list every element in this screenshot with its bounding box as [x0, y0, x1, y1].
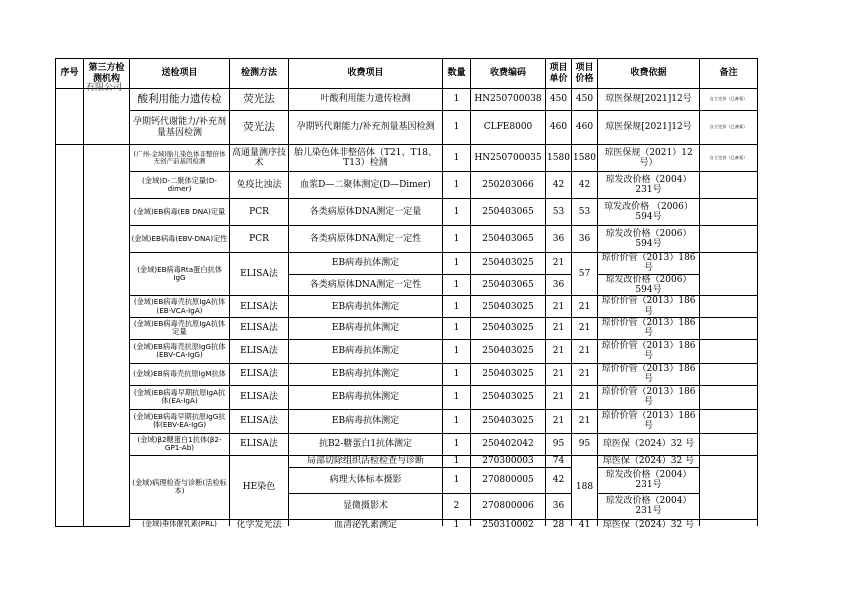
fee-item-cell: EB病毒抗体测定 [289, 296, 443, 318]
price-cell: 450 [572, 89, 598, 111]
unit-cell: 36 [546, 493, 572, 519]
price-cell: 36 [572, 226, 598, 253]
header-note: 备注 [700, 59, 758, 89]
unit-cell: 42 [546, 467, 572, 493]
method-cell: 免疫比浊法 [230, 172, 289, 199]
fee-table [55, 58, 758, 530]
qty-cell [443, 519, 471, 530]
item-cell: (金域)EB病毒壳抗原IgG抗体(EBV-CA-IgG) [130, 339, 230, 363]
basis-cell: 琼医保规（2021）12号） [598, 145, 700, 172]
seq-cell [56, 145, 84, 527]
method-cell: ELISA法 [230, 318, 289, 340]
qty-cell: 1 [443, 145, 471, 172]
item-cell: (金域)EB病毒壳抗原IgM抗体 [130, 363, 230, 385]
note-cell [700, 253, 758, 296]
basis-text: 琼医保（2024）32 号 [602, 520, 695, 530]
note-cell [700, 318, 758, 340]
basis-cell: 琼发改价格 （2006）594号 [598, 199, 700, 226]
code-cell: 270800006 [471, 493, 546, 519]
unit-cell: 36 [546, 226, 572, 253]
price-cell: 21 [572, 409, 598, 433]
fee-item-cell: 胎儿染色体非整倍体（T21、T18、T13）检测 [289, 145, 443, 172]
item-cell: (金域)EB病毒早期抗原IgG抗体(EBV-EA-IgG) [130, 409, 230, 433]
unit-cell: 53 [546, 199, 572, 226]
fee-item-cell: EB病毒抗体测定 [289, 385, 443, 409]
fee-item-cell: EB病毒抗体测定 [289, 318, 443, 340]
price-cell: 21 [572, 385, 598, 409]
basis-cell: 琼发改价格（2004）231号 [598, 467, 700, 493]
method-cell: ELISA法 [230, 339, 289, 363]
qty-cell: 1 [443, 172, 471, 199]
item-cell: (金域)D-二聚体定量(D-dimer) [130, 172, 230, 199]
method-cell: ELISA法 [230, 433, 289, 455]
price-cell: 42 [572, 172, 598, 199]
fee-item-cell: 抗B2-糖蛋白1抗体测定 [289, 433, 443, 455]
basis-cell: 琼医保（2024）32 号 [598, 433, 700, 455]
note-cell [700, 363, 758, 385]
basis-cell: 琼价价管（2013）186号 [598, 253, 700, 275]
unit-cell: 21 [546, 253, 572, 275]
code-cell: 250403025 [471, 253, 546, 275]
price-cell: 21 [572, 296, 598, 318]
basis-cell: 琼发改价格（2004）231号 [598, 172, 700, 199]
qty-cell: 1 [443, 253, 471, 275]
fee-item-cell: 叶酸利用能力遗传检测 [289, 89, 443, 111]
method-cell: 高通量测序技术 [230, 145, 289, 172]
note-cell: 自主定价（已备案） [700, 111, 758, 145]
method-cell: PCR [230, 199, 289, 226]
header-fee-item: 收费项目 [289, 59, 443, 89]
code-cell: CLFE8000 [471, 111, 546, 145]
note-cell [700, 519, 758, 526]
item-cell: 孕期钙代谢能力/补充剂量基因检测 [130, 111, 230, 145]
header-seq: 序号 [56, 59, 84, 89]
unit-cell: 450 [546, 89, 572, 111]
price-cell: 188 [572, 455, 598, 519]
price-text: 41 [578, 520, 591, 530]
basis-cell: 琼价价管（2013）186号 [598, 385, 700, 409]
fee-item-cell: 血浆D—二聚体测定(D—Dimer) [289, 172, 443, 199]
method-cell: ELISA法 [230, 253, 289, 296]
method-cell: PCR [230, 226, 289, 253]
qty-text: 1 [453, 520, 460, 530]
method-cell: HE染色 [230, 455, 289, 519]
note-cell [700, 172, 758, 199]
qty-cell: 1 [443, 339, 471, 363]
item-cell: (金域)β2糖蛋白1抗体(β2-GP1-Ab) [130, 433, 230, 455]
table-row [56, 363, 758, 385]
code-cell: 250403025 [471, 363, 546, 385]
fee-item-cell: 显微摄影术 [289, 493, 443, 519]
method-cell [230, 519, 289, 530]
price-cell: 21 [572, 339, 598, 363]
qty-cell: 1 [443, 111, 471, 145]
note-cell [700, 296, 758, 318]
note-cell [700, 455, 758, 519]
table-row [56, 253, 758, 275]
code-cell: 250403025 [471, 339, 546, 363]
note-cell [700, 433, 758, 455]
item-cell: (金域)EB病毒壳抗原IgA抗体(EB-VCA-IgA) [130, 296, 230, 318]
item-cell: (广州-金域)胎儿染色体非整倍体无创产前基因检测 [130, 145, 230, 172]
header-price: 项目价格 [572, 59, 598, 89]
fee-item-cell: EB病毒抗体测定 [289, 409, 443, 433]
fee-item-cell: EB病毒抗体测定 [289, 253, 443, 275]
table-row [56, 409, 758, 433]
table-row [56, 89, 758, 111]
table-row [56, 318, 758, 340]
item-cell: (金域)EB病毒壳抗原IgA抗体定量 [130, 318, 230, 340]
method-cell: 荧光法 [230, 89, 289, 111]
qty-cell: 1 [443, 467, 471, 493]
qty-cell: 1 [443, 409, 471, 433]
code-cell: 270800005 [471, 467, 546, 493]
method-cell: 荧光法 [230, 111, 289, 145]
seq-cell [56, 89, 84, 145]
basis-cell: 琼价价管（2013）186号 [598, 318, 700, 340]
fee-item-text: 血清泌乳素测定 [333, 520, 397, 530]
fee-item-cell: 病理大体标本摄影 [289, 467, 443, 493]
code-cell: HN250700035 [471, 145, 546, 172]
note-cell [700, 226, 758, 253]
basis-cell: 琼价价管（2013）186号 [598, 296, 700, 318]
method-text: 化学发光法 [236, 520, 282, 530]
unit-cell: 74 [546, 455, 572, 467]
unit-text: 28 [552, 520, 565, 530]
unit-cell: 21 [546, 296, 572, 318]
code-cell: 250203066 [471, 172, 546, 199]
qty-cell: 1 [443, 455, 471, 467]
qty-cell: 1 [443, 274, 471, 296]
basis-cell: 琼发改价格（2006）594号 [598, 226, 700, 253]
table-row [56, 455, 758, 467]
qty-cell: 1 [443, 363, 471, 385]
header-row [56, 59, 758, 89]
item-text: (金域)垂体催乳素(PRL) [142, 519, 217, 528]
table-row [56, 339, 758, 363]
qty-cell: 1 [443, 296, 471, 318]
table-row [56, 226, 758, 253]
code-cell: HN250700038 [471, 89, 546, 111]
header-item: 送检项目 [130, 59, 230, 89]
item-cell: (金域)EB病毒(EB DNA)定量 [130, 199, 230, 226]
code-cell: 250403025 [471, 318, 546, 340]
basis-cell: 琼医保（2024）32 号 [598, 455, 700, 467]
unit-cell: 21 [546, 318, 572, 340]
table-row [56, 296, 758, 318]
item-cell: 酸利用能力遗传检 [130, 89, 230, 111]
basis-cell: 琼价价管（2013）186号 [598, 363, 700, 385]
fee-item-cell: 各类病原体DNA测定一定性 [289, 226, 443, 253]
header-method: 检测方法 [230, 59, 289, 89]
item-cell: (金域)EB病毒Rta蛋白抗体IgG [130, 253, 230, 296]
table-row [56, 145, 758, 172]
qty-cell: 1 [443, 318, 471, 340]
note-cell: 自主定价（已备案） [700, 145, 758, 172]
note-cell: 自主定价（已备案） [700, 89, 758, 111]
price-cell: 460 [572, 111, 598, 145]
price-cell: 1580 [572, 145, 598, 172]
unit-cell: 21 [546, 339, 572, 363]
unit-cell: 95 [546, 433, 572, 455]
code-cell: 250402042 [471, 433, 546, 455]
note-cell [700, 199, 758, 226]
item-cell: (金域)病理检查与诊断(活检标本) [130, 455, 230, 519]
price-cell: 53 [572, 199, 598, 226]
qty-cell: 1 [443, 433, 471, 455]
unit-cell: 460 [546, 111, 572, 145]
method-cell: ELISA法 [230, 409, 289, 433]
header-qty: 数量 [443, 59, 471, 89]
note-cell [700, 409, 758, 433]
price-cell: 21 [572, 318, 598, 340]
fee-item-cell [289, 519, 443, 530]
basis-cell: 琼价价管（2013）186号 [598, 339, 700, 363]
qty-cell: 2 [443, 493, 471, 519]
price-cell [572, 519, 598, 530]
code-cell: 250403025 [471, 296, 546, 318]
code-cell: 250403025 [471, 385, 546, 409]
code-cell: 250403065 [471, 199, 546, 226]
code-cell [471, 519, 546, 530]
item-cell: (金域)EB病毒早期抗原IgA抗体(EA-IgA) [130, 385, 230, 409]
qty-cell: 1 [443, 199, 471, 226]
fee-item-cell: 局部切除组织活检检查与诊断 [289, 455, 443, 467]
unit-cell: 21 [546, 409, 572, 433]
header-basis: 收费依据 [598, 59, 700, 89]
qty-cell: 1 [443, 89, 471, 111]
header-unit-price: 项目单价 [546, 59, 572, 89]
header-code: 收费编码 [471, 59, 546, 89]
basis-cell: 琼发改价格（2006）594号 [598, 274, 700, 296]
qty-cell: 1 [443, 385, 471, 409]
basis-cell [598, 519, 700, 530]
fee-item-cell: EB病毒抗体测定 [289, 339, 443, 363]
lab-cut-text: 有限公司 [86, 83, 123, 93]
table-row [56, 172, 758, 199]
basis-cell: 琼医保规[2021]12号 [598, 89, 700, 111]
basis-cell: 琼医保规[2021]12号 [598, 111, 700, 145]
unit-cell [546, 519, 572, 530]
fee-item-cell: 各类病原体DNA测定一定性 [289, 274, 443, 296]
table-row [56, 433, 758, 455]
note-cell [700, 385, 758, 409]
qty-cell: 1 [443, 226, 471, 253]
fee-item-cell: EB病毒抗体测定 [289, 363, 443, 385]
code-cell: 250403065 [471, 226, 546, 253]
unit-cell: 36 [546, 274, 572, 296]
method-cell: ELISA法 [230, 385, 289, 409]
item-cell [130, 519, 230, 526]
code-cell: 250403025 [471, 409, 546, 433]
method-cell: ELISA法 [230, 296, 289, 318]
unit-cell: 42 [546, 172, 572, 199]
code-cell: 250403065 [471, 274, 546, 296]
code-cell: 270300003 [471, 455, 546, 467]
lab-cell [84, 83, 130, 145]
code-text: 250310002 [482, 520, 534, 530]
lab-cell [84, 145, 130, 527]
item-cell: (金域)EB病毒(EBV-DNA)定性 [130, 226, 230, 253]
header-lab: 第三方检测机构 [84, 59, 130, 89]
basis-cell: 琼发改价格（2004）231号 [598, 493, 700, 519]
unit-cell: 1580 [546, 145, 572, 172]
price-cell: 21 [572, 363, 598, 385]
table-row [56, 111, 758, 145]
fee-item-cell: 孕期钙代谢能力/补充剂量基因检测 [289, 111, 443, 145]
basis-cell: 琼价价管（2013）186号 [598, 409, 700, 433]
fee-item-cell: 各类病原体DNA测定一定量 [289, 199, 443, 226]
method-cell: ELISA法 [230, 363, 289, 385]
unit-cell: 21 [546, 385, 572, 409]
price-cell: 57 [572, 253, 598, 296]
note-cell [700, 339, 758, 363]
table-row [56, 199, 758, 226]
unit-cell: 21 [546, 363, 572, 385]
table-row [56, 519, 758, 526]
table-row [56, 385, 758, 409]
price-cell: 95 [572, 433, 598, 455]
